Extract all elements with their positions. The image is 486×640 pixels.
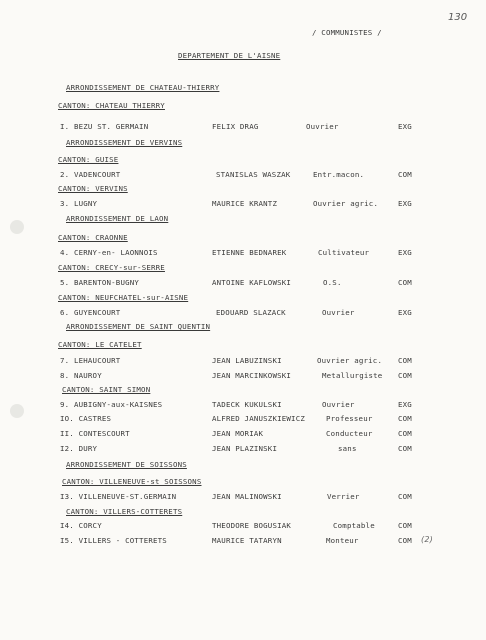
commune-cell: 9. AUBIGNY-aux-KAISNES (60, 400, 163, 409)
commune-cell: 2. VADENCOURT (60, 170, 121, 179)
person-name-cell: THEODORE BOGUSIAK (212, 521, 292, 530)
person-name-cell: JEAN MORIAK (212, 429, 264, 438)
commune-cell: I4. CORCY (60, 521, 102, 530)
label-cell: EXG (398, 122, 412, 131)
punch-hole (10, 404, 24, 418)
label-cell: EXG (398, 199, 412, 208)
label-cell: COM (398, 444, 412, 453)
arrondissement-heading: ARRONDISSEMENT DE SOISSONS (66, 460, 187, 469)
label-cell: COM (398, 521, 412, 530)
canton-heading: CANTON: VILLENEUVE-st SOISSONS (62, 477, 202, 486)
commune-cell: I. BEZU ST. GERMAIN (60, 122, 149, 131)
commune-cell: 8. NAUROY (60, 371, 102, 380)
person-name-cell: EDOUARD SLAZACK (216, 308, 286, 317)
person-name-cell: ALFRED JANUSZKIEWICZ (212, 414, 305, 423)
profession-cell: Ouvrier agric. (313, 199, 379, 208)
label-cell: EXG (398, 248, 412, 257)
canton-heading: CANTON: CRAONNE (58, 233, 128, 242)
label-cell: COM (398, 371, 412, 380)
commune-cell: IO. CASTRES (60, 414, 112, 423)
profession-cell: Verrier (327, 492, 360, 501)
profession-cell: Conducteur (326, 429, 373, 438)
person-name-cell: JEAN MARCINKOWSKI (212, 371, 292, 380)
person-name-cell: JEAN MALINOWSKI (212, 492, 282, 501)
arrondissement-heading: ARRONDISSEMENT DE CHATEAU-THIERRY (66, 83, 220, 92)
canton-heading: CANTON: LE CATELET (58, 340, 142, 349)
arrondissement-heading: ARRONDISSEMENT DE LAON (66, 214, 169, 223)
commune-cell: 7. LEHAUCOURT (60, 356, 121, 365)
commune-cell: II. CONTESCOURT (60, 429, 130, 438)
commune-cell: 6. GUYENCOURT (60, 308, 121, 317)
person-name-cell: MAURICE TATARYN (212, 536, 282, 545)
label-cell: COM (398, 492, 412, 501)
handwritten-note: (2) (421, 535, 433, 544)
page-number: 130 (448, 12, 468, 23)
profession-cell: Ouvrier agric. (317, 356, 383, 365)
profession-cell: Metallurgiste (322, 371, 383, 380)
profession-cell: Ouvrier (322, 308, 355, 317)
profession-cell: Professeur (326, 414, 373, 423)
arrondissement-heading: ARRONDISSEMENT DE SAINT QUENTIN (66, 322, 211, 331)
document-title: DEPARTEMENT DE L'AISNE (178, 51, 281, 60)
person-name-cell: FELIX DRAG (212, 122, 259, 131)
commune-cell: I2. DURY (60, 444, 98, 453)
profession-cell: Cultivateur (318, 248, 370, 257)
commune-cell: I3. VILLENEUVE-ST.GERMAIN (60, 492, 177, 501)
profession-cell: sans (338, 444, 357, 453)
label-cell: COM (398, 414, 412, 423)
commune-cell: 5. BARENTON-BUGNY (60, 278, 140, 287)
profession-cell: Monteur (326, 536, 359, 545)
arrondissement-heading: ARRONDISSEMENT DE VERVINS (66, 138, 183, 147)
canton-heading: CANTON: GUISE (58, 155, 119, 164)
canton-heading: CANTON: NEUFCHATEL-sur-AISNE (58, 293, 189, 302)
canton-heading: CANTON: CHATEAU THIERRY (58, 101, 165, 110)
person-name-cell: JEAN LABUZINSKI (212, 356, 282, 365)
canton-heading: CANTON: SAINT SIMON (62, 385, 151, 394)
label-cell: EXG (398, 308, 412, 317)
punch-hole (10, 220, 24, 234)
canton-heading: CANTON: VILLERS-COTTERETS (66, 507, 183, 516)
person-name-cell: JEAN PLAZINSKI (212, 444, 278, 453)
header-tag: / COMMUNISTES / (312, 28, 382, 37)
person-name-cell: TADECK KUKULSKI (212, 400, 282, 409)
commune-cell: 4. CERNY-en- LAONNOIS (60, 248, 158, 257)
person-name-cell: MAURICE KRANTZ (212, 199, 278, 208)
label-cell: COM (398, 356, 412, 365)
label-cell: COM (398, 536, 412, 545)
label-cell: COM (398, 278, 412, 287)
profession-cell: Ouvrier (322, 400, 355, 409)
person-name-cell: ANTOINE KAFLOWSKI (212, 278, 292, 287)
commune-cell: 3. LUGNY (60, 199, 98, 208)
person-name-cell: ETIENNE BEDNAREK (212, 248, 287, 257)
label-cell: COM (398, 429, 412, 438)
canton-heading: CANTON: VERVINS (58, 184, 128, 193)
commune-cell: I5. VILLERS - COTTERETS (60, 536, 167, 545)
profession-cell: Ouvrier (306, 122, 339, 131)
canton-heading: CANTON: CRECY-sur-SERRE (58, 263, 165, 272)
profession-cell: Comptable (333, 521, 375, 530)
profession-cell: Entr.macon. (313, 170, 365, 179)
person-name-cell: STANISLAS WASZAK (216, 170, 291, 179)
label-cell: COM (398, 170, 412, 179)
profession-cell: O.S. (323, 278, 342, 287)
label-cell: EXG (398, 400, 412, 409)
